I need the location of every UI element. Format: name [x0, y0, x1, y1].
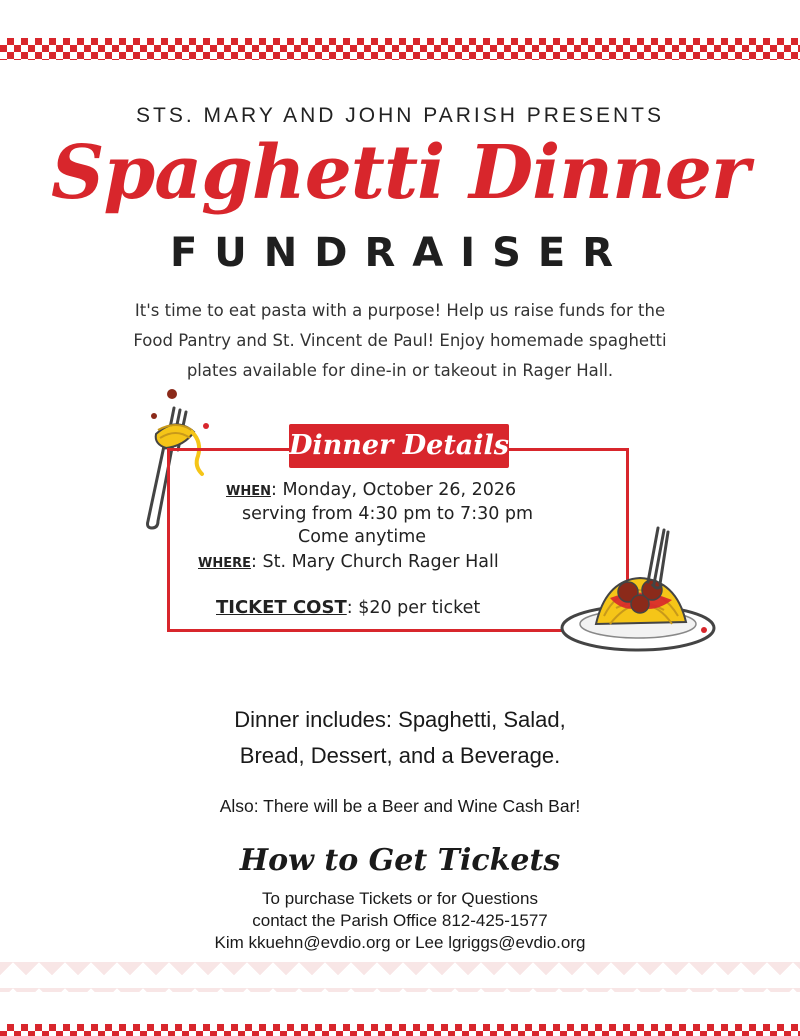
cash-bar-note: Also: There will be a Beer and Wine Cash Bar!	[219, 796, 581, 816]
tickets-contact	[0, 888, 800, 954]
where-label: WHERE	[198, 556, 251, 571]
ticket-cost-row	[216, 597, 480, 618]
ticket-cost-label: TICKET COST	[216, 597, 347, 618]
ticket-cost-colon: :	[346, 598, 359, 618]
spaghetti-plate-icon	[556, 520, 716, 660]
decorative-wave-band	[0, 962, 800, 992]
includes-line: Dinner includes: Spaghetti, Salad,	[234, 707, 566, 732]
serving-time: serving from 4:30 pm to 7:30 pm	[242, 504, 534, 524]
contact-line: To purchase Tickets or for Questions	[262, 889, 538, 908]
contact-line: Kim kkuehn@evdio.org or Lee lgriggs@evdio.org	[214, 933, 586, 952]
intro-paragraph	[100, 296, 700, 386]
includes-line: Bread, Dessert, and a Beverage.	[239, 743, 561, 768]
presenter-line: STS. MARY AND JOHN PARISH PRESENTS	[136, 104, 664, 127]
contact-line: contact the Parish Office 812-425-1577	[252, 911, 548, 930]
where-colon: :	[251, 552, 263, 572]
intro-line: It's time to eat pasta with a purpose! Help us raise funds for the	[134, 301, 666, 320]
when-row	[226, 480, 516, 500]
tickets-heading: How to Get Tickets	[239, 843, 561, 878]
dinner-details-heading: Dinner Details	[289, 424, 509, 468]
ticket-cost-value: $20 per ticket	[358, 598, 481, 618]
event-title: Spaghetti Dinner	[51, 130, 749, 216]
dinner-includes	[0, 702, 800, 774]
event-subtitle: FUNDRAISER	[169, 230, 631, 276]
intro-line: plates available for dine-in or takeout in Rager Hall.	[186, 361, 614, 380]
where-row	[198, 552, 499, 572]
intro-line: Food Pantry and St. Vincent de Paul! Enjoy homemade spaghetti	[133, 331, 667, 350]
come-anytime: Come anytime	[298, 527, 427, 547]
when-label: WHEN	[226, 484, 271, 499]
when-value: Monday, October 26, 2026	[282, 480, 517, 500]
checkered-border-top	[0, 38, 800, 60]
where-value: St. Mary Church Rager Hall	[262, 552, 499, 572]
when-colon: :	[270, 480, 283, 500]
checkered-border-bottom	[0, 1024, 800, 1036]
